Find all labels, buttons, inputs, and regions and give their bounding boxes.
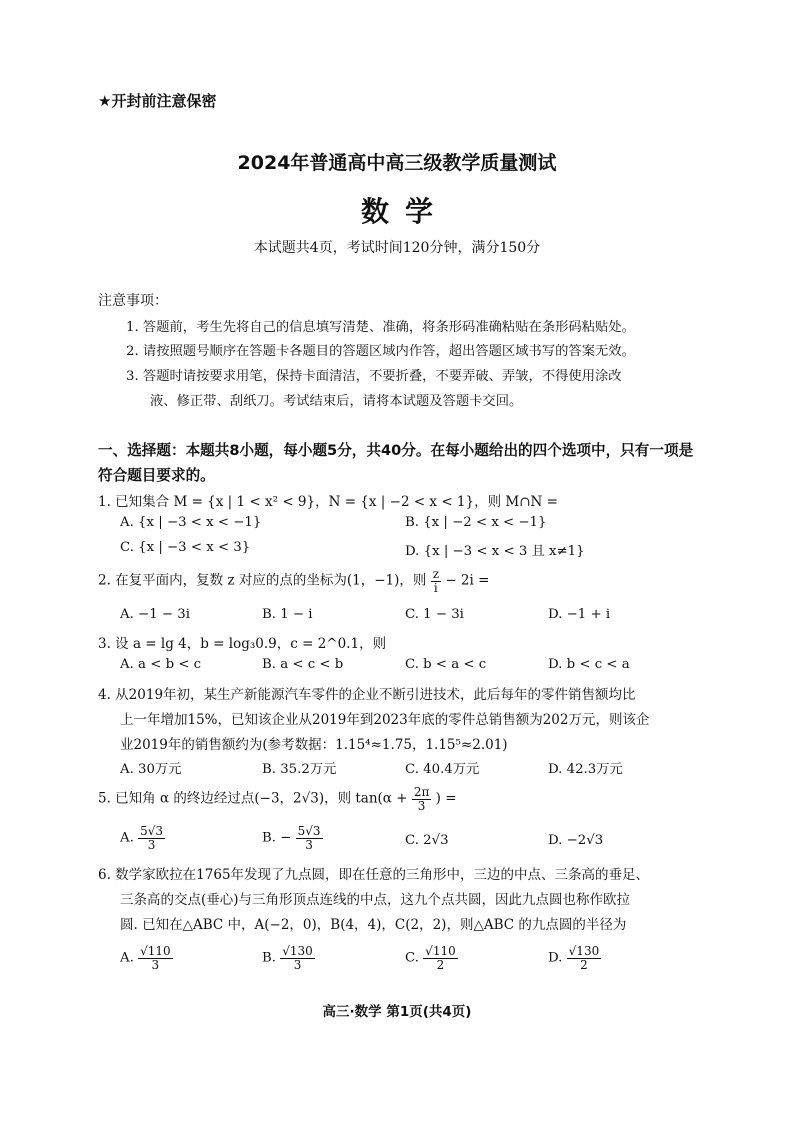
note-item: 2. 请按照题号顺序在答题卡各题目的答题区域内作答，超出答题区域书写的答案无效。	[126, 344, 635, 359]
fraction-denominator: 2	[436, 957, 445, 972]
fraction-denominator: 2	[580, 957, 588, 972]
question-4-line: 上一年增加15%，已知该企业从2019年到2023年底的零件总销售额为202万元，则该企	[120, 712, 650, 728]
question-4-option-d: D. 42.3万元	[548, 762, 623, 777]
option-fraction	[138, 945, 173, 971]
question-2-stem-suffix: − 2i =	[445, 572, 490, 589]
question-3-option-b: B. a < c < b	[262, 657, 344, 672]
question-4-line: 业2019年的销售额约为(参考数据：1.15⁴≈1.75，1.15⁵≈2.01)	[120, 737, 508, 753]
section-heading: 一、选择题：本题共8小题，每小题5分，共40分。在每小题给出的四个选项中，只有一项是符合题目要求的。	[98, 442, 694, 484]
fraction-denominator: i	[433, 580, 438, 595]
option-label: C.	[405, 950, 419, 966]
question-5-stem-suffix: ) =	[435, 790, 457, 807]
fraction-denominator: 3	[293, 957, 302, 972]
question-1-option-b: B. {x | −2 < x < −1}	[405, 515, 547, 530]
note-item: 液、修正带、刮纸刀。考试结束后，请将本试题及答题卡交回。	[150, 394, 523, 409]
fraction-denominator: 3	[305, 837, 313, 852]
fraction-numerator: √110	[140, 944, 171, 958]
question-4-option-c: C. 40.4万元	[405, 762, 480, 777]
option-label: D.	[548, 950, 563, 966]
note-item: 1. 答题前，考生先将自己的信息填写清楚、准确，将条形码准确粘贴在条形码粘贴处。	[126, 320, 635, 335]
question-2-option-b: B. 1 − i	[262, 607, 313, 622]
fraction-numerator: z	[432, 567, 440, 581]
question-5-fraction	[412, 786, 432, 812]
question-6-line: 三条高的交点(垂心)与三角形顶点连线的中点，这九个点共圆，因此九点圆也称作欧拉	[120, 892, 631, 908]
question-6-line: 圆. 已知在△ABC 中，A(−2，0)，B(4，4)，C(2，2)，则△ABC 的九点圆的半径为	[120, 917, 627, 933]
question-4-line: 4. 从2019年初，某生产新能源汽车零件的企业不断引进技术，此后每年的零件销售额均比	[98, 687, 636, 703]
option-label: A.	[120, 950, 134, 966]
question-4-option-b: B. 35.2万元	[262, 762, 337, 777]
fraction-denominator: 3	[417, 798, 426, 813]
fraction-numerator: √130	[568, 944, 600, 958]
question-1-option-a: A. {x | −3 < x < −1}	[120, 515, 262, 530]
question-5-option-a	[120, 825, 165, 851]
fraction-numerator: √130	[282, 944, 313, 958]
question-2-stem-prefix: 2. 在复平面内，复数 z 对应的点的坐标为(1，−1)，则	[98, 572, 427, 589]
question-5-option-d: D. −2√3	[548, 833, 604, 848]
question-5-stem	[98, 786, 457, 812]
question-1-stem: 1. 已知集合 M = {x | 1 < x² < 9}，N = {x | −2 < x < 1}，则 M∩N =	[98, 494, 558, 510]
question-2-option-a: A. −1 − 3i	[120, 607, 190, 622]
subject-title: 数学	[360, 195, 449, 228]
question-2-option-d: D. −1 + i	[548, 607, 611, 622]
question-2-stem	[98, 568, 489, 594]
option-fraction	[296, 825, 323, 851]
question-2-fraction	[431, 568, 441, 594]
question-1-option-c: C. {x | −3 < x < 3}	[120, 540, 251, 555]
fraction-numerator: √110	[425, 944, 456, 958]
fraction-numerator: 2π	[413, 785, 430, 799]
note-item: 3. 答题时请按要求用笔，保持卡面清洁，不要折叠，不要弄破、弄皱，不得使用涂改	[126, 369, 622, 384]
question-3-stem: 3. 设 a = lg 4，b = log₃0.9，c = 2^0.1，则	[98, 636, 387, 652]
question-1-option-d: D. {x | −3 < x < 3 且 x≠1}	[405, 544, 585, 559]
option-fraction	[138, 825, 165, 851]
option-fraction	[423, 945, 458, 971]
fraction-denominator: 3	[147, 837, 156, 852]
question-6-option-d	[548, 945, 601, 971]
question-6-option-b	[262, 945, 315, 971]
confidential-notice: ★开封前注意保密	[98, 92, 217, 110]
question-3-option-a: A. a < b < c	[120, 657, 202, 672]
fraction-numerator: 5√3	[140, 824, 163, 838]
option-label: B.	[262, 950, 276, 966]
exam-info: 本试题共4页，考试时间120分钟，满分150分	[253, 240, 541, 256]
option-label: B. −	[262, 830, 292, 846]
page-footer: 高三·数学 第1页(共4页)	[322, 1004, 472, 1020]
question-6-option-c	[405, 945, 458, 971]
option-fraction	[280, 945, 315, 971]
question-5-stem-prefix: 5. 已知角 α 的终边经过点(−3，2√3)，则 tan(α +	[98, 790, 408, 807]
option-fraction	[567, 945, 602, 971]
question-4-option-a: A. 30万元	[120, 762, 182, 777]
question-5-option-c: C. 2√3	[405, 833, 449, 848]
question-3-option-c: C. b < a < c	[405, 657, 487, 672]
question-6-option-a	[120, 945, 173, 971]
exam-title: 2024年普通高中高三级教学质量测试	[237, 152, 557, 174]
question-2-option-c: C. 1 − 3i	[405, 607, 464, 622]
fraction-numerator: 5√3	[297, 824, 321, 838]
question-5-option-b	[262, 825, 323, 851]
question-6-line: 6. 数学家欧拉在1765年发现了九点圆，即在任意的三角形中，三边的中点、三条高的垂足、	[98, 867, 650, 883]
option-label: A.	[120, 830, 134, 846]
fraction-denominator: 3	[151, 957, 160, 972]
notes-heading: 注意事项：	[98, 293, 168, 309]
question-3-option-d: D. b < c < a	[548, 657, 630, 672]
